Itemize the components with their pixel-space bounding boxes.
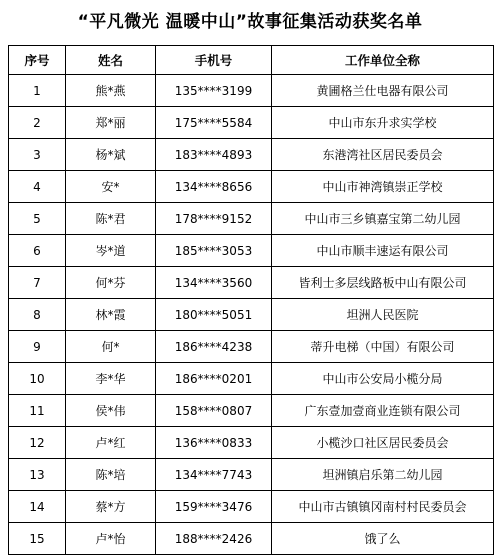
cell-organization: 坦洲镇启乐第二幼儿园	[272, 459, 494, 491]
cell-name: 何*芬	[66, 267, 156, 299]
cell-organization: 东港湾社区居民委员会	[272, 139, 494, 171]
cell-number: 12	[9, 427, 66, 459]
cell-phone: 180****5051	[156, 299, 272, 331]
table-row	[9, 75, 494, 107]
cell-organization: 坦洲人民医院	[272, 299, 494, 331]
cell-number: 3	[9, 139, 66, 171]
header-name: 姓名	[66, 46, 156, 75]
cell-name: 何*	[66, 331, 156, 363]
table-row	[9, 171, 494, 203]
cell-name: 岑*道	[66, 235, 156, 267]
cell-number: 13	[9, 459, 66, 491]
cell-name: 蔡*方	[66, 491, 156, 523]
table-row	[9, 459, 494, 491]
cell-number: 15	[9, 523, 66, 555]
cell-phone: 134****3560	[156, 267, 272, 299]
cell-name: 林*霞	[66, 299, 156, 331]
cell-name: 杨*斌	[66, 139, 156, 171]
cell-organization: 中山市古镇镇冈南村村民委员会	[272, 491, 494, 523]
cell-phone: 159****3476	[156, 491, 272, 523]
cell-organization: 皆利士多层线路板中山有限公司	[272, 267, 494, 299]
cell-organization: 饿了么	[272, 523, 494, 555]
table-row	[9, 395, 494, 427]
table-row	[9, 427, 494, 459]
table-row	[9, 331, 494, 363]
cell-name: 陈*培	[66, 459, 156, 491]
table-row	[9, 363, 494, 395]
cell-number: 5	[9, 203, 66, 235]
cell-phone: 175****5584	[156, 107, 272, 139]
cell-number: 1	[9, 75, 66, 107]
cell-phone: 134****7743	[156, 459, 272, 491]
cell-name: 郑*丽	[66, 107, 156, 139]
table-row	[9, 491, 494, 523]
cell-phone: 186****0201	[156, 363, 272, 395]
table-header-row	[9, 46, 494, 75]
cell-name: 侯*伟	[66, 395, 156, 427]
cell-phone: 188****2426	[156, 523, 272, 555]
table-row	[9, 267, 494, 299]
table-row	[9, 299, 494, 331]
cell-number: 11	[9, 395, 66, 427]
header-organization: 工作单位全称	[272, 46, 494, 75]
award-table	[8, 45, 494, 555]
table-row	[9, 235, 494, 267]
cell-organization: 黄圃格兰仕电器有限公司	[272, 75, 494, 107]
cell-organization: 中山市顺丰速运有限公司	[272, 235, 494, 267]
cell-phone: 185****3053	[156, 235, 272, 267]
cell-phone: 186****4238	[156, 331, 272, 363]
table-row	[9, 139, 494, 171]
cell-organization: 蒂升电梯（中国）有限公司	[272, 331, 494, 363]
table-row	[9, 203, 494, 235]
cell-phone: 136****0833	[156, 427, 272, 459]
cell-name: 卢*红	[66, 427, 156, 459]
cell-name: 李*华	[66, 363, 156, 395]
cell-organization: 中山市三乡镇嘉宝第二幼儿园	[272, 203, 494, 235]
cell-name: 卢*怡	[66, 523, 156, 555]
cell-phone: 158****0807	[156, 395, 272, 427]
document-title: “平凡微光 温暖中山”故事征集活动获奖名单	[77, 12, 423, 32]
cell-number: 14	[9, 491, 66, 523]
cell-organization: 中山市东升求实学校	[272, 107, 494, 139]
header-number: 序号	[9, 46, 66, 75]
cell-organization: 小榄沙口社区居民委员会	[272, 427, 494, 459]
header-phone: 手机号	[156, 46, 272, 75]
cell-number: 9	[9, 331, 66, 363]
cell-name: 熊*燕	[66, 75, 156, 107]
cell-number: 10	[9, 363, 66, 395]
cell-phone: 135****3199	[156, 75, 272, 107]
table-row	[9, 107, 494, 139]
cell-number: 8	[9, 299, 66, 331]
cell-number: 4	[9, 171, 66, 203]
cell-name: 陈*君	[66, 203, 156, 235]
cell-organization: 广东壹加壹商业连锁有限公司	[272, 395, 494, 427]
cell-number: 6	[9, 235, 66, 267]
cell-number: 7	[9, 267, 66, 299]
cell-phone: 134****8656	[156, 171, 272, 203]
cell-organization: 中山市公安局小榄分局	[272, 363, 494, 395]
table-row	[9, 523, 494, 555]
cell-organization: 中山市神湾镇崇正学校	[272, 171, 494, 203]
cell-number: 2	[9, 107, 66, 139]
cell-phone: 178****9152	[156, 203, 272, 235]
cell-phone: 183****4893	[156, 139, 272, 171]
cell-name: 安*	[66, 171, 156, 203]
table-body	[9, 75, 494, 555]
